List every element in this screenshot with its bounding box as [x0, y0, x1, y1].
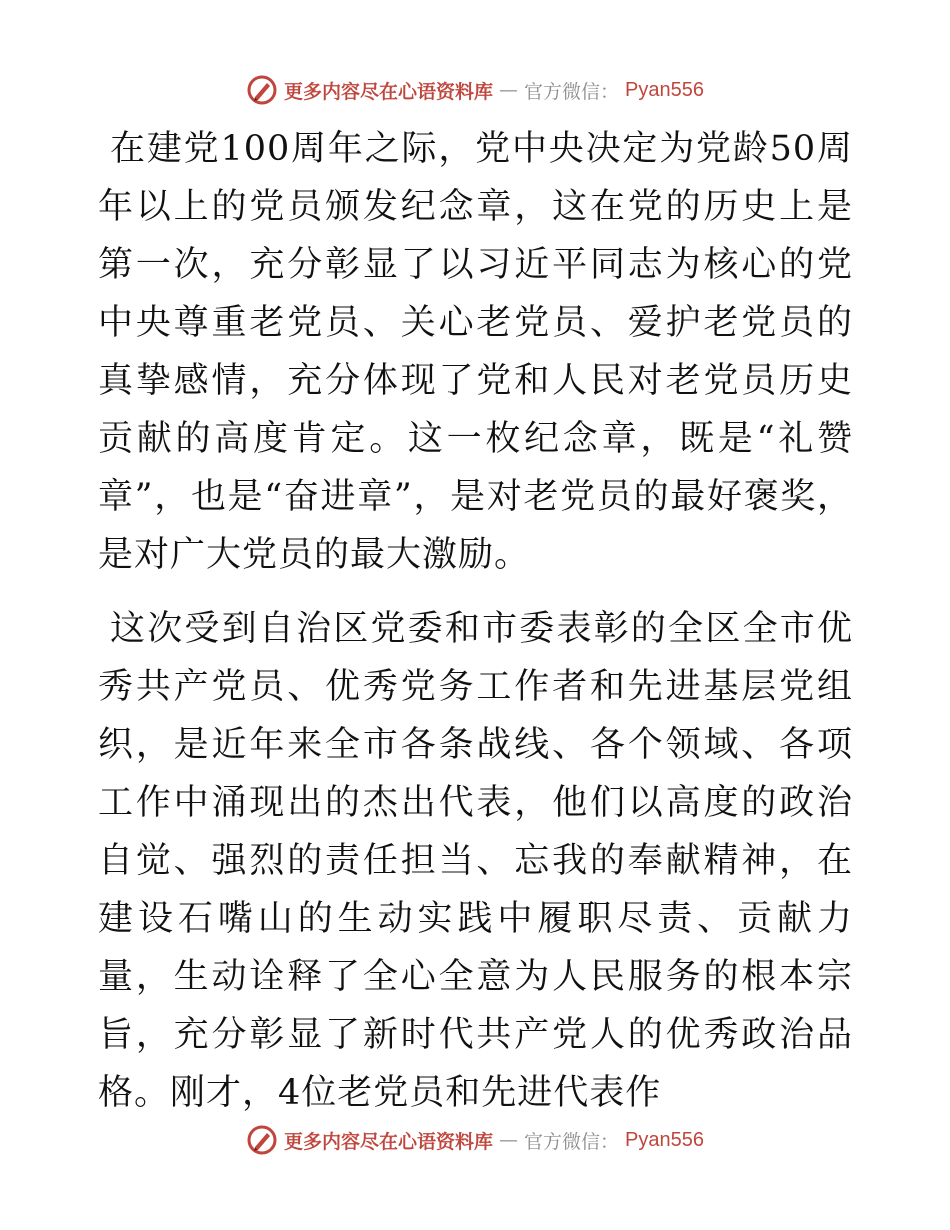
pen-circle-logo-icon: [246, 74, 278, 106]
watermark-official: 官方微信：: [524, 1130, 620, 1153]
pen-circle-logo-icon: [246, 1124, 278, 1156]
watermark-wechat-id: Pyan556: [625, 78, 704, 101]
watermark-brand: 更多内容尽在心语资料库: [284, 1130, 494, 1153]
document-body: [98, 120, 853, 1122]
footer-watermark: [0, 1122, 950, 1158]
watermark-brand: 更多内容尽在心语资料库: [284, 80, 494, 103]
paragraph-1: 在建党100周年之际，党中央决定为党龄50周年以上的党员颁发纪念章，这在党的历史上是第一次，充分彰显了以习近平同志为核心的党中央尊重老党员、关心老党员、爱护老党员的真挚感情，充分体现了党和人民对老党员历史贡献的高度肯定。这一枚纪念章，既是“礼赞章”，也是“奋进章”，是对老党员的最好褒奖，是对广大党员的最大激励。: [98, 129, 853, 575]
header-watermark: [0, 72, 950, 108]
watermark-official: 官方微信：: [524, 80, 620, 103]
paragraph-2: 这次受到自治区党委和市委表彰的全区全市优秀共产党员、优秀党务工作者和先进基层党组织，是近年来全市各条战线、各个领域、各项工作中涌现出的杰出代表，他们以高度的政治自觉、强烈的责任担当、忘我的奉献精神，在建设石嘴山的生动实践中履职尽责、贡献力量，生动诠释了全心全意为人民服务的根本宗旨，充分彰显了新时代共产党人的优秀政治品格。刚才，4位老党员和先进代表作: [98, 609, 853, 1113]
watermark-separator: —: [499, 79, 519, 101]
watermark-separator: —: [499, 1129, 519, 1151]
watermark-wechat-id: Pyan556: [625, 1128, 704, 1151]
